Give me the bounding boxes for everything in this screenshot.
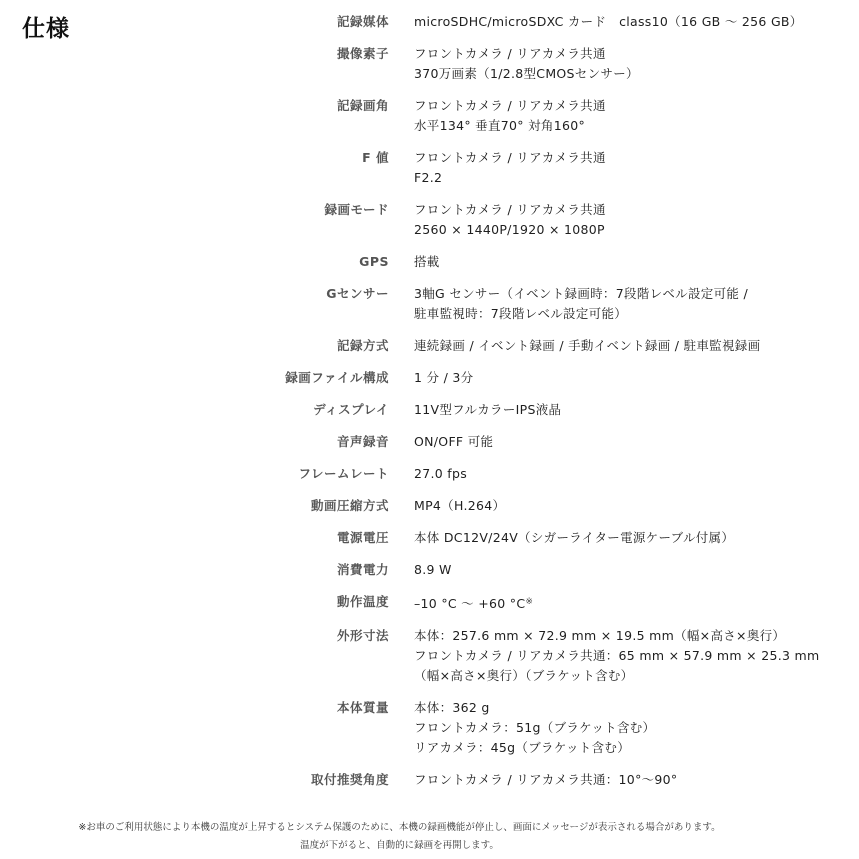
- spec-label: 記録媒体: [336, 14, 389, 29]
- spec-value: 8.9 W: [414, 562, 452, 577]
- spec-row-weight: [0, 698, 859, 758]
- spec-values: [414, 432, 859, 452]
- spec-value: フロントカメラ / リアカメラ共通: [414, 46, 606, 61]
- spec-value: [414, 592, 859, 614]
- spec-label: 音声録音: [336, 434, 389, 449]
- spec-value: 1 分 / 3分: [414, 370, 474, 385]
- spec-label: 録画ファイル構成: [285, 370, 389, 385]
- spec-row-mounting-angle: [0, 770, 859, 790]
- spec-value: フロントカメラ / リアカメラ共通: [414, 202, 606, 217]
- spec-values: [414, 96, 859, 136]
- spec-values: [414, 528, 859, 548]
- spec-value: フロントカメラ：51g（ブラケット含む）: [414, 720, 656, 735]
- spec-row-video-compression: [0, 496, 859, 516]
- spec-values: [414, 626, 859, 686]
- spec-label: 本体質量: [336, 700, 389, 715]
- spec-label: フレームレート: [298, 466, 389, 481]
- spec-row-operating-temperature: [0, 592, 859, 614]
- spec-values: [414, 200, 859, 240]
- spec-value: 本体：362 g: [414, 700, 490, 715]
- spec-values: [414, 284, 859, 324]
- spec-table: [0, 12, 859, 802]
- spec-values: [414, 12, 859, 32]
- spec-label: 動画圧縮方式: [310, 498, 389, 513]
- spec-value: MP4（H.264）: [414, 498, 506, 513]
- spec-value: 本体：257.6 mm × 72.9 mm × 19.5 mm（幅×高さ×奥行）: [414, 628, 786, 643]
- spec-label: 記録方式: [336, 338, 389, 353]
- spec-value: フロントカメラ / リアカメラ共通：10°～90°: [414, 772, 678, 787]
- temperature-range: –10 °C ～ +60 °C: [414, 596, 526, 611]
- spec-row-dimensions: [0, 626, 859, 686]
- spec-value: 2560 × 1440P/1920 × 1080P: [414, 222, 605, 237]
- spec-row-field-of-view: [0, 96, 859, 136]
- spec-value: 連続録画 / イベント録画 / 手動イベント録画 / 駐車監視録画: [414, 338, 761, 353]
- spec-value: フロントカメラ / リアカメラ共通: [414, 98, 606, 113]
- spec-value: 駐車監視時：7段階レベル設定可能）: [414, 306, 628, 321]
- spec-values: [414, 252, 859, 272]
- spec-value: F2.2: [414, 170, 443, 185]
- spec-row-display: [0, 400, 859, 420]
- spec-label: GPS: [359, 254, 389, 269]
- spec-values: [414, 400, 859, 420]
- spec-label: 録画モード: [324, 202, 389, 217]
- spec-label: 電源電圧: [336, 530, 389, 545]
- spec-values: [414, 336, 859, 356]
- spec-label: 動作温度: [336, 594, 389, 609]
- spec-row-g-sensor: [0, 284, 859, 324]
- spec-value: 水平134° 垂直70° 対角160°: [414, 118, 586, 133]
- spec-value: 搭載: [414, 254, 440, 269]
- spec-row-gps: [0, 252, 859, 272]
- spec-label: 消費電力: [336, 562, 389, 577]
- spec-value: 27.0 fps: [414, 466, 468, 481]
- spec-row-file-structure: [0, 368, 859, 388]
- spec-row-power-voltage: [0, 528, 859, 548]
- spec-values: [414, 592, 859, 614]
- footnote-text: 温度が下がると、自動的に録画を再開します。: [300, 840, 499, 851]
- spec-label: 外形寸法: [336, 628, 389, 643]
- spec-row-recording-media: [0, 12, 859, 32]
- spec-row-audio-recording: [0, 432, 859, 452]
- spec-row-image-sensor: [0, 44, 859, 84]
- spec-values: [414, 698, 859, 758]
- page-title: 仕様: [22, 16, 70, 42]
- spec-value: microSDHC/microSDXC カード class10（16 GB ～ 256 GB）: [414, 14, 803, 29]
- spec-values: [414, 368, 859, 388]
- spec-row-recording-mode: [0, 200, 859, 240]
- spec-value: リアカメラ：45g（ブラケット含む）: [414, 740, 630, 755]
- spec-values: [414, 770, 859, 790]
- spec-label: 記録画角: [336, 98, 389, 113]
- spec-value: 本体 DC12V/24V（シガーライター電源ケーブル付属）: [414, 530, 735, 545]
- spec-value: 11V型フルカラーIPS液晶: [414, 402, 562, 417]
- spec-row-power-consumption: [0, 560, 859, 580]
- spec-values: [414, 496, 859, 516]
- spec-values: [414, 464, 859, 484]
- spec-value: （幅×高さ×奥行）（ブラケット含む）: [414, 668, 634, 683]
- spec-values: [414, 148, 859, 188]
- footnote-mark: ※: [525, 597, 534, 607]
- spec-value: ON/OFF 可能: [414, 434, 494, 449]
- spec-label: 取付推奨角度: [310, 772, 389, 787]
- spec-value: フロントカメラ / リアカメラ共通: [414, 150, 606, 165]
- spec-row-frame-rate: [0, 464, 859, 484]
- footnote-text: ※お車のご利用状態により本機の温度が上昇するとシステム保護のために、本機の録画機能が停止し、画面にメッセージが表示される場合があります。: [78, 822, 721, 833]
- spec-row-recording-method: [0, 336, 859, 356]
- spec-values: [414, 44, 859, 84]
- spec-value: 370万画素（1/2.8型CMOSセンサー）: [414, 66, 639, 81]
- spec-value: フロントカメラ / リアカメラ共通：65 mm × 57.9 mm × 25.3 mm: [414, 648, 820, 663]
- spec-label: ディスプレイ: [313, 402, 389, 417]
- spec-values: [414, 560, 859, 580]
- spec-label: 撮像素子: [336, 46, 389, 61]
- spec-value: 3軸G センサー（イベント録画時：7段階レベル設定可能 /: [414, 286, 748, 301]
- spec-label: Gセンサー: [326, 286, 389, 301]
- spec-row-f-number: [0, 148, 859, 188]
- spec-label: F 値: [362, 150, 389, 165]
